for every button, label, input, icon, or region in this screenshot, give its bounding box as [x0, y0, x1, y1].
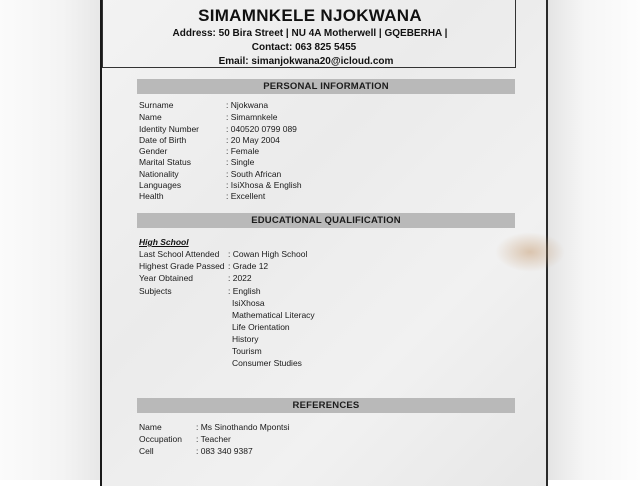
field-label: Name	[139, 112, 162, 122]
paper-stain	[495, 232, 565, 272]
background-left	[0, 0, 104, 480]
field-label: Health	[139, 191, 164, 201]
field-label: Name	[139, 422, 162, 432]
section-references: REFERENCES	[137, 398, 515, 413]
subject-item: Tourism	[232, 346, 262, 356]
section-personal-information: PERSONAL INFORMATION	[137, 79, 515, 94]
field-value: : 20 May 2004	[226, 135, 280, 145]
field-value: : IsiXhosa & English	[226, 180, 302, 190]
address-line: Address: 50 Bira Street | NU 4A Motherwell | GQEBERHA |	[172, 28, 448, 39]
subject-item: Mathematical Literacy	[232, 310, 315, 320]
subject-item: Consumer Studies	[232, 358, 302, 368]
subject-item: IsiXhosa	[232, 298, 265, 308]
subject-item: History	[232, 334, 259, 344]
field-value: : 040520 0799 089	[226, 124, 297, 134]
field-label: Surname	[139, 100, 174, 110]
field-label: Year Obtained	[139, 273, 194, 283]
field-value: : Ms Sinothando Mpontsi	[196, 422, 290, 432]
field-label: Date of Birth	[139, 135, 187, 145]
field-label: Subjects	[139, 286, 172, 296]
email-line: Email: simanjokwana20@icloud.com	[218, 56, 394, 67]
field-value: : Cowan High School	[228, 249, 308, 259]
field-label: Marital Status	[139, 157, 191, 167]
subject-item: Life Orientation	[232, 322, 290, 332]
field-label: Last School Attended	[139, 249, 220, 259]
field-label: Highest Grade Passed	[139, 261, 225, 271]
field-label: Nationality	[139, 169, 179, 179]
field-label: Identity Number	[139, 124, 199, 134]
field-value: : Excellent	[226, 191, 266, 201]
field-value: : Single	[226, 157, 255, 167]
field-label: Occupation	[139, 434, 182, 444]
field-value: : 083 340 9387	[196, 446, 253, 456]
field-value: : Njokwana	[226, 100, 269, 110]
field-label: Cell	[139, 446, 154, 456]
section-educational-qualification: EDUCATIONAL QUALIFICATION	[137, 213, 515, 228]
high-school-heading: High School	[139, 237, 189, 247]
field-value: : Female	[226, 146, 260, 156]
contact-line: Contact: 063 825 5455	[251, 42, 357, 53]
field-value: : Simamnkele	[226, 112, 278, 122]
field-value: : 2022	[228, 273, 252, 283]
applicant-name: SIMAMNKELE NJOKWANA	[198, 6, 422, 25]
field-value: : Grade 12	[228, 261, 269, 271]
field-label: Languages	[139, 180, 182, 190]
field-value: : South African	[226, 169, 282, 179]
field-value: : Teacher	[196, 434, 231, 444]
field-value: : English	[228, 286, 261, 296]
field-label: Gender	[139, 146, 168, 156]
